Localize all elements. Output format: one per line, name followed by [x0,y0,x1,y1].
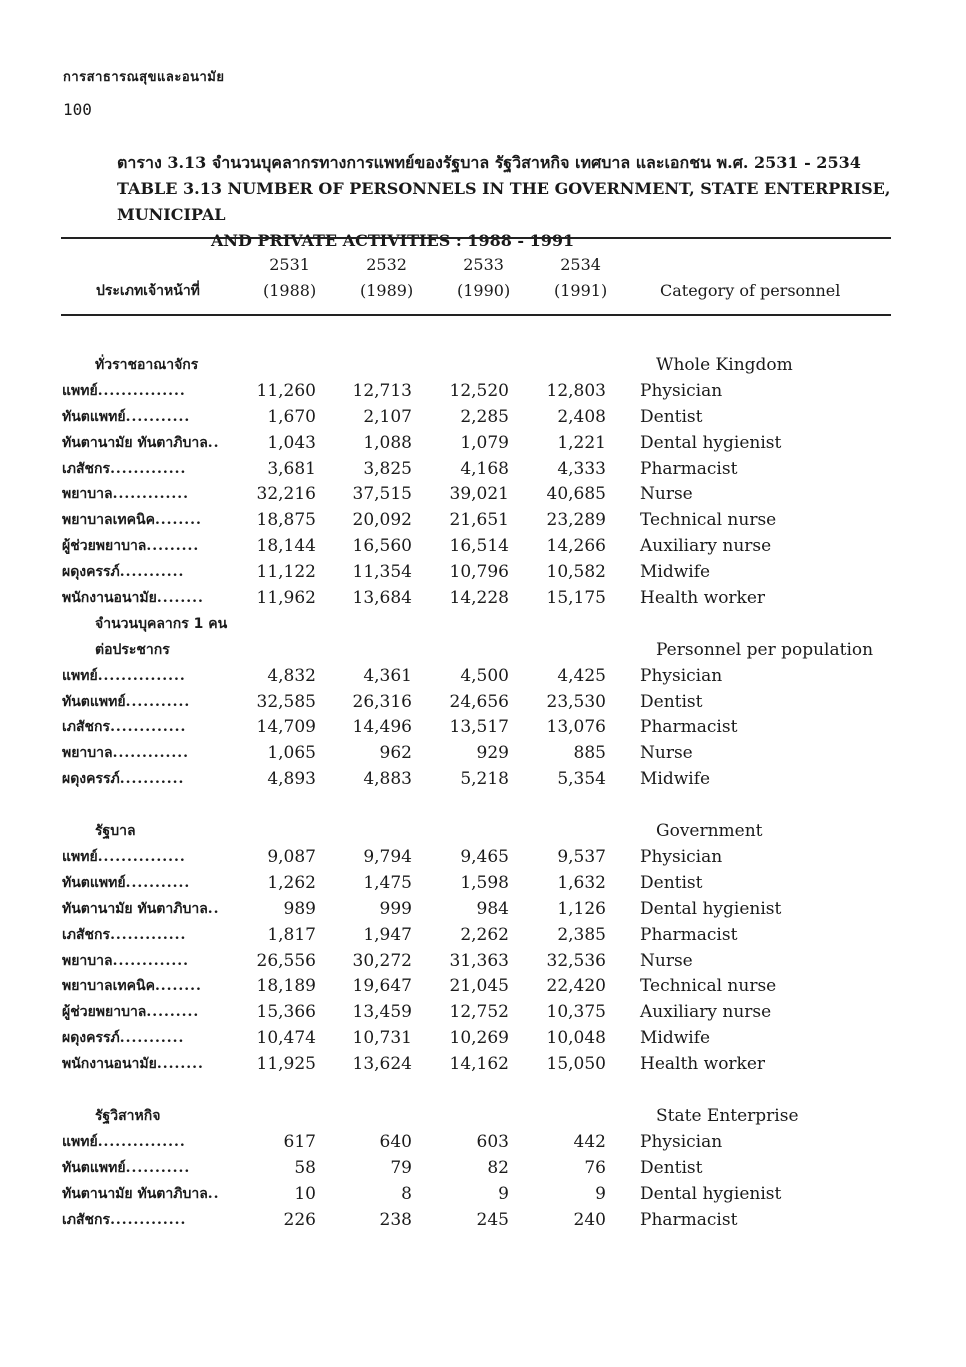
cell-value: 2,262 [460,924,509,945]
cell-value: 5,218 [460,769,509,790]
cell-value: 21,045 [449,976,509,997]
table-row [0,948,966,974]
cell-value: 989 [283,898,316,919]
row-label-thai [62,999,199,1025]
cell-value: 1,262 [267,872,316,893]
row-label-thai [62,1155,190,1181]
cell-value: 13,517 [449,717,509,738]
cell-value: 10,048 [546,1028,606,1049]
row-label-thai-text: เภสัชกร [62,1211,111,1228]
cell-value: 10,375 [546,1002,606,1023]
table-row [0,1207,966,1233]
row-label-thai [62,896,220,922]
cell-value: 8 [401,1183,412,1204]
cell-value: 14,496 [352,717,412,738]
table-row [0,1051,966,1077]
caption-english-line2: AND PRIVATE ACTIVITIES : 1988 - 1991 [211,231,575,250]
row-label-thai [62,1181,220,1207]
cell-value: 11,962 [256,588,316,609]
cell-value: 885 [573,743,606,764]
row-label-thai-text: พยาบาล [62,745,113,762]
cell-value: 1,043 [267,432,316,453]
leader-dots: ........... [119,1030,185,1047]
table-row [0,689,966,715]
row-label-thai [62,456,186,482]
table-row [0,533,966,559]
row-label-thai-text: ทันตานามัย ทันตาภิบาล [62,434,208,451]
row-label-english: Dental hygienist [640,1183,782,1204]
table-row [0,844,966,870]
cell-value: 23,530 [546,691,606,712]
cell-value: 3,825 [363,458,412,479]
cell-value: 1,670 [267,406,316,427]
row-label-thai [62,430,220,456]
row-label-english: Technical nurse [640,510,777,531]
leader-dots: ............. [110,926,187,943]
year-be: 2531 [269,255,310,274]
row-label-thai [62,948,189,974]
cell-value: 1,088 [363,432,412,453]
leader-dots: ........... [125,874,191,891]
row-label-thai-text: เภสัชกร [62,460,111,477]
leader-dots: ........... [125,1159,191,1176]
leader-dots: ........... [125,693,191,710]
cell-value: 10,474 [256,1028,316,1049]
row-label-english: Auxiliary nurse [640,1002,772,1023]
row-label-thai [62,1051,204,1077]
cell-value: 4,361 [363,665,412,686]
leader-dots: ............. [110,460,187,477]
cell-value: 32,585 [256,691,316,712]
cell-value: 984 [476,898,509,919]
row-label-english: Physician [640,665,723,686]
cell-value: 1,817 [267,924,316,945]
cell-value: 20,092 [352,510,412,531]
row-label-thai-text: พนักงานอนามัย [62,1056,157,1073]
row-label-thai-text: พยาบาล [62,486,113,503]
year-ad: (1991) [554,281,608,300]
cell-value: 929 [476,743,509,764]
row-label-thai-text: แพทย์ [62,667,98,684]
cell-value: 10,269 [449,1028,509,1049]
row-label-thai-text: พยาบาล [62,952,113,969]
table-row [0,663,966,689]
table-row [0,922,966,948]
top-rule [61,237,891,239]
row-label-english: Dental hygienist [640,432,782,453]
cell-value: 3,681 [267,458,316,479]
row-label-thai-text: ผู้ช่วยพยาบาล [62,1004,147,1021]
leader-dots: .. [207,900,220,917]
row-label-thai [95,611,227,637]
row-label-thai-text: แพทย์ [62,382,98,399]
cell-value: 10,731 [352,1028,412,1049]
cell-value: 962 [379,743,412,764]
cell-value: 37,515 [352,484,412,505]
cell-value: 11,260 [256,380,316,401]
row-label-thai [62,689,190,715]
cell-value: 26,556 [256,950,316,971]
cell-value: 238 [379,1209,412,1230]
table-row [0,507,966,533]
row-label-thai [62,922,186,948]
table-row [0,999,966,1025]
leader-dots: ........... [125,408,191,425]
table-row [0,1129,966,1155]
row-label-thai [95,352,198,378]
leader-dots: ............. [110,1211,187,1228]
cell-value: 4,333 [557,458,606,479]
row-label-thai-text: ผดุงครรภ์ [62,564,120,581]
cell-value: 1,079 [460,432,509,453]
row-label-thai [62,533,199,559]
cell-value: 16,514 [449,536,509,557]
section-row [0,1103,966,1129]
column-header-category: Category of personnel [660,281,841,300]
table-row [0,378,966,404]
cell-value: 442 [573,1131,606,1152]
row-label-thai [62,585,204,611]
row-label-english: Pharmacist [640,717,738,738]
cell-value: 18,875 [256,510,316,531]
row-label-thai [62,1129,186,1155]
cell-value: 58 [294,1157,316,1178]
cell-value: 22,420 [546,976,606,997]
cell-value: 12,752 [449,1002,509,1023]
row-label-english: Personnel per population [656,639,874,660]
column-header-year-2531 [263,252,316,304]
cell-value: 1,475 [363,872,412,893]
cell-value: 13,076 [546,717,606,738]
row-label-english: State Enterprise [656,1106,799,1127]
row-label-thai-text: ทันตแพทย์ [62,408,126,425]
row-label-thai-text: ต่อประชากร [95,641,170,658]
cell-value: 9 [498,1183,509,1204]
row-label-thai [62,481,189,507]
cell-value: 14,709 [256,717,316,738]
table-row [0,896,966,922]
row-label-thai-text: เภสัชกร [62,719,111,736]
row-label-english: Health worker [640,1054,766,1075]
row-label-thai [95,1103,160,1129]
spacer-row [0,1077,966,1103]
row-label-english: Dentist [640,872,703,893]
section-row [0,611,966,637]
cell-value: 1,065 [267,743,316,764]
cell-value: 617 [283,1131,316,1152]
row-label-english: Technical nurse [640,976,777,997]
cell-value: 2,107 [363,406,412,427]
cell-value: 18,189 [256,976,316,997]
cell-value: 9,537 [557,847,606,868]
row-label-thai [95,637,170,663]
row-label-thai [62,404,190,430]
cell-value: 2,285 [460,406,509,427]
cell-value: 19,647 [352,976,412,997]
cell-value: 12,803 [546,380,606,401]
cell-value: 30,272 [352,950,412,971]
caption-english-line1: TABLE 3.13 NUMBER OF PERSONNELS IN THE GOVERNMENT, STATE ENTERPRISE, MUNICIPAL [117,179,891,224]
row-label-english: Dentist [640,691,703,712]
cell-value: 76 [584,1157,606,1178]
section-row [0,818,966,844]
column-header-thai: ประเภทเจ้าหน้าที่ [96,283,200,299]
cell-value: 11,122 [256,562,316,583]
row-label-thai-text: ผู้ช่วยพยาบาล [62,538,147,555]
cell-value: 4,500 [460,665,509,686]
row-label-thai [62,559,184,585]
year-ad: (1990) [457,281,511,300]
cell-value: 2,385 [557,924,606,945]
row-label-english: Auxiliary nurse [640,536,772,557]
cell-value: 226 [283,1209,316,1230]
row-label-english: Nurse [640,743,693,764]
cell-value: 10,582 [546,562,606,583]
row-label-thai [62,663,186,689]
leader-dots: ......... [146,538,200,555]
row-label-english: Midwife [640,1028,711,1049]
row-label-english: Nurse [640,484,693,505]
cell-value: 32,536 [546,950,606,971]
cell-value: 999 [379,898,412,919]
leader-dots: ........ [156,590,204,607]
cell-value: 4,168 [460,458,509,479]
row-label-thai [62,1025,184,1051]
table-row [0,1181,966,1207]
row-label-english: Nurse [640,950,693,971]
row-label-thai-text: ผดุงครรภ์ [62,771,120,788]
row-label-english: Dentist [640,1157,703,1178]
row-label-thai-text: ทันตานามัย ทันตาภิบาล [62,900,208,917]
cell-value: 40,685 [546,484,606,505]
cell-value: 640 [379,1131,412,1152]
caption-thai: ตาราง 3.13 จำนวนบุคลากรทางการแพทย์ของรัฐบาล รัฐวิสาหกิจ เทศบาล และเอกชน พ.ศ. 2531 - 2534 [117,153,861,172]
column-header-year-2533 [457,252,510,304]
table-row [0,430,966,456]
row-label-thai-text: รัฐวิสาหกิจ [95,1108,161,1125]
row-label-thai-text: รัฐบาล [95,823,136,840]
cell-value: 16,560 [352,536,412,557]
leader-dots: ........... [119,771,185,788]
table-row [0,559,966,585]
row-label-thai [62,766,184,792]
cell-value: 11,925 [256,1054,316,1075]
cell-value: 15,050 [546,1054,606,1075]
leader-dots: ............. [112,952,189,969]
cell-value: 10,796 [449,562,509,583]
leader-dots: .. [207,1185,220,1202]
table-row [0,766,966,792]
cell-value: 12,713 [352,380,412,401]
row-label-english: Pharmacist [640,1209,738,1230]
leader-dots: ............... [97,1133,186,1150]
table-row [0,973,966,999]
cell-value: 1,632 [557,872,606,893]
row-label-thai-text: ทั่วราชอาณาจักร [95,357,199,373]
row-label-thai-text: ทันตแพทย์ [62,874,126,891]
table-body [0,352,966,1233]
cell-value: 1,598 [460,872,509,893]
cell-value: 26,316 [352,691,412,712]
row-label-thai-text: ผดุงครรภ์ [62,1030,120,1047]
cell-value: 4,832 [267,665,316,686]
cell-value: 13,624 [352,1054,412,1075]
leader-dots: ............. [112,745,189,762]
row-label-thai-text: ทันตแพทย์ [62,693,126,710]
leader-dots: ............... [97,667,186,684]
page-number: 100 [63,100,92,119]
leader-dots: ............. [112,486,189,503]
row-label-thai-text: พยาบาลเทคนิค [62,978,155,995]
row-label-english: Pharmacist [640,924,738,945]
row-label-english: Whole Kingdom [656,355,793,375]
cell-value: 11,354 [352,562,412,583]
row-label-thai-text: ทันตานามัย ทันตาภิบาล [62,1185,208,1202]
row-label-english: Health worker [640,588,766,609]
cell-value: 14,228 [449,588,509,609]
row-label-thai [95,818,136,844]
row-label-english: Government [656,821,763,842]
table-row [0,1025,966,1051]
cell-value: 23,289 [546,510,606,531]
running-title: การสาธารณสุขและอนามัย [63,70,225,85]
cell-value: 24,656 [449,691,509,712]
row-label-thai [62,870,190,896]
row-label-thai-text: แพทย์ [62,1133,98,1150]
row-label-english: Physician [640,380,723,401]
leader-dots: ............... [97,849,186,866]
row-label-thai [62,507,202,533]
cell-value: 14,162 [449,1054,509,1075]
cell-value: 79 [390,1157,412,1178]
row-label-thai [62,844,186,870]
table-row [0,1155,966,1181]
leader-dots: ........... [119,564,185,581]
row-label-thai [62,740,189,766]
cell-value: 1,126 [557,898,606,919]
cell-value: 4,425 [557,665,606,686]
cell-value: 5,354 [557,769,606,790]
table-row [0,404,966,430]
leader-dots: ........ [154,512,202,529]
cell-value: 245 [476,1209,509,1230]
year-be: 2532 [366,255,407,274]
column-header-year-2534 [554,252,607,304]
row-label-english: Midwife [640,769,711,790]
row-label-thai [62,378,186,404]
cell-value: 10 [294,1183,316,1204]
row-label-thai-text: พยาบาลเทคนิค [62,512,155,529]
row-label-thai-text: เภสัชกร [62,926,111,943]
row-label-english: Dentist [640,406,703,427]
cell-value: 603 [476,1131,509,1152]
cell-value: 9,087 [267,847,316,868]
cell-value: 13,684 [352,588,412,609]
leader-dots: ............... [97,382,186,399]
header-rule [61,314,891,316]
table-row [0,740,966,766]
row-label-english: Physician [640,1131,723,1152]
cell-value: 82 [487,1157,509,1178]
table-row [0,714,966,740]
year-be: 2534 [560,255,601,274]
year-ad: (1988) [263,281,317,300]
table-row [0,870,966,896]
row-label-thai [62,714,186,740]
column-header-year-2532 [360,252,413,304]
cell-value: 12,520 [449,380,509,401]
row-label-english: Physician [640,847,723,868]
cell-value: 240 [573,1209,606,1230]
spacer-row [0,792,966,818]
cell-value: 39,021 [449,484,509,505]
row-label-thai-text: ทันตแพทย์ [62,1159,126,1176]
cell-value: 14,266 [546,536,606,557]
row-label-thai-text: พนักงานอนามัย [62,590,157,607]
cell-value: 9,794 [363,847,412,868]
cell-value: 9 [595,1183,606,1204]
section-row [0,352,966,378]
table-row [0,456,966,482]
leader-dots: ........ [154,978,202,995]
row-label-thai-text: แพทย์ [62,849,98,866]
row-label-thai-text: จำนวนบุคลากร 1 คน [95,615,228,632]
cell-value: 13,459 [352,1002,412,1023]
leader-dots: .. [207,434,220,451]
cell-value: 21,651 [449,510,509,531]
cell-value: 18,144 [256,536,316,557]
leader-dots: ......... [146,1004,200,1021]
table-row [0,585,966,611]
year-ad: (1989) [360,281,414,300]
cell-value: 4,893 [267,769,316,790]
year-be: 2533 [463,255,504,274]
cell-value: 32,216 [256,484,316,505]
cell-value: 9,465 [460,847,509,868]
cell-value: 1,221 [557,432,606,453]
cell-value: 15,175 [546,588,606,609]
table-row [0,481,966,507]
row-label-thai [62,1207,186,1233]
row-label-english: Midwife [640,562,711,583]
row-label-english: Dental hygienist [640,898,782,919]
leader-dots: ............. [110,719,187,736]
leader-dots: ........ [156,1056,204,1073]
row-label-thai [62,973,202,999]
section-row [0,637,966,663]
cell-value: 2,408 [557,406,606,427]
row-label-english: Pharmacist [640,458,738,479]
cell-value: 15,366 [256,1002,316,1023]
cell-value: 1,947 [363,924,412,945]
cell-value: 4,883 [363,769,412,790]
cell-value: 31,363 [449,950,509,971]
